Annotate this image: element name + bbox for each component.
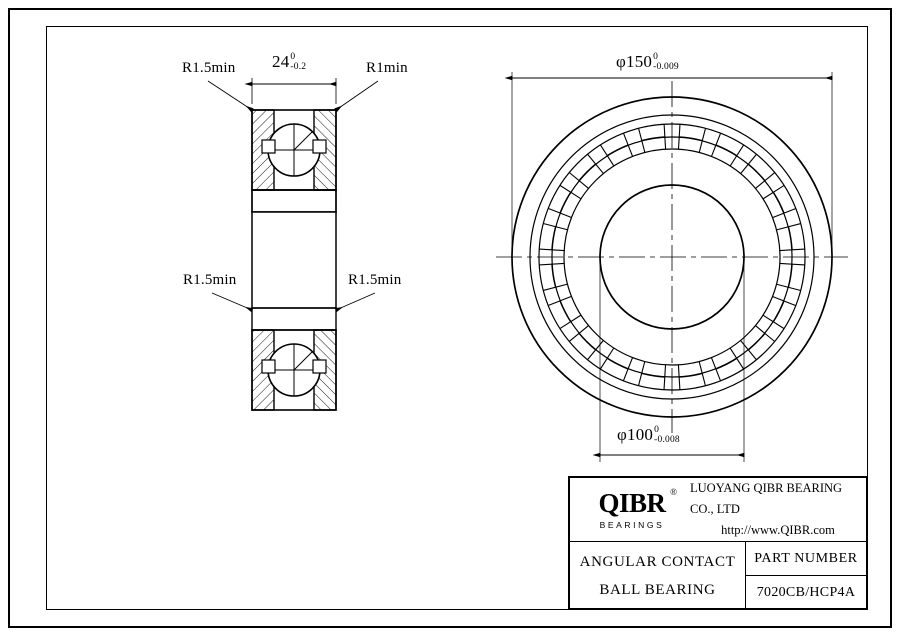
bore-tol-lower: -0.008 bbox=[654, 435, 680, 446]
registered-trademark-icon: ® bbox=[670, 486, 677, 497]
company-info bbox=[690, 478, 866, 541]
title-block-header-row bbox=[570, 478, 866, 542]
width-value: 24 bbox=[272, 52, 290, 71]
dimension-outer-diameter bbox=[616, 52, 679, 73]
width-tol-lower: -0.2 bbox=[290, 62, 307, 73]
bore-phi-symbol: φ bbox=[617, 425, 628, 444]
od-tol-upper: 0 bbox=[653, 52, 659, 63]
product-description bbox=[570, 542, 746, 610]
dimension-bore-diameter bbox=[617, 425, 680, 446]
logo-wordmark bbox=[598, 486, 677, 518]
company-name: LUOYANG QIBR BEARING CO., LTD bbox=[690, 480, 843, 516]
part-number-cell bbox=[746, 542, 866, 610]
title-block bbox=[568, 476, 868, 610]
label-r15min-bottom-left: R1.5min bbox=[183, 272, 237, 288]
label-r1min-top-right: R1min bbox=[366, 60, 408, 76]
od-tol-lower: -0.009 bbox=[653, 62, 679, 73]
od-value: 150 bbox=[626, 52, 653, 71]
product-line-1: ANGULAR CONTACT bbox=[579, 553, 736, 570]
part-number-label: PART NUMBER bbox=[746, 542, 866, 576]
od-tolerance bbox=[653, 53, 679, 73]
section-view bbox=[208, 78, 378, 410]
width-tol-upper: 0 bbox=[290, 52, 296, 63]
bore-tolerance bbox=[654, 426, 680, 446]
company-logo bbox=[570, 478, 690, 541]
title-block-detail-row bbox=[570, 542, 866, 610]
width-tolerance bbox=[290, 53, 306, 73]
label-r15min-bottom-right: R1.5min bbox=[348, 272, 402, 288]
company-url[interactable]: http://www.QIBR.com bbox=[721, 523, 835, 538]
logo-subtitle: BEARINGS bbox=[599, 519, 665, 530]
part-number-value: 7020CB/HCP4A bbox=[756, 585, 856, 600]
od-phi-symbol: φ bbox=[616, 52, 627, 71]
bore-value: 100 bbox=[627, 425, 654, 444]
product-line-2: BALL BEARING bbox=[599, 582, 716, 598]
logo-text: QIBR bbox=[598, 487, 666, 518]
bore-tol-upper: 0 bbox=[654, 425, 660, 436]
dimension-width bbox=[272, 52, 306, 73]
label-r15min-top-left: R1.5min bbox=[182, 60, 236, 76]
